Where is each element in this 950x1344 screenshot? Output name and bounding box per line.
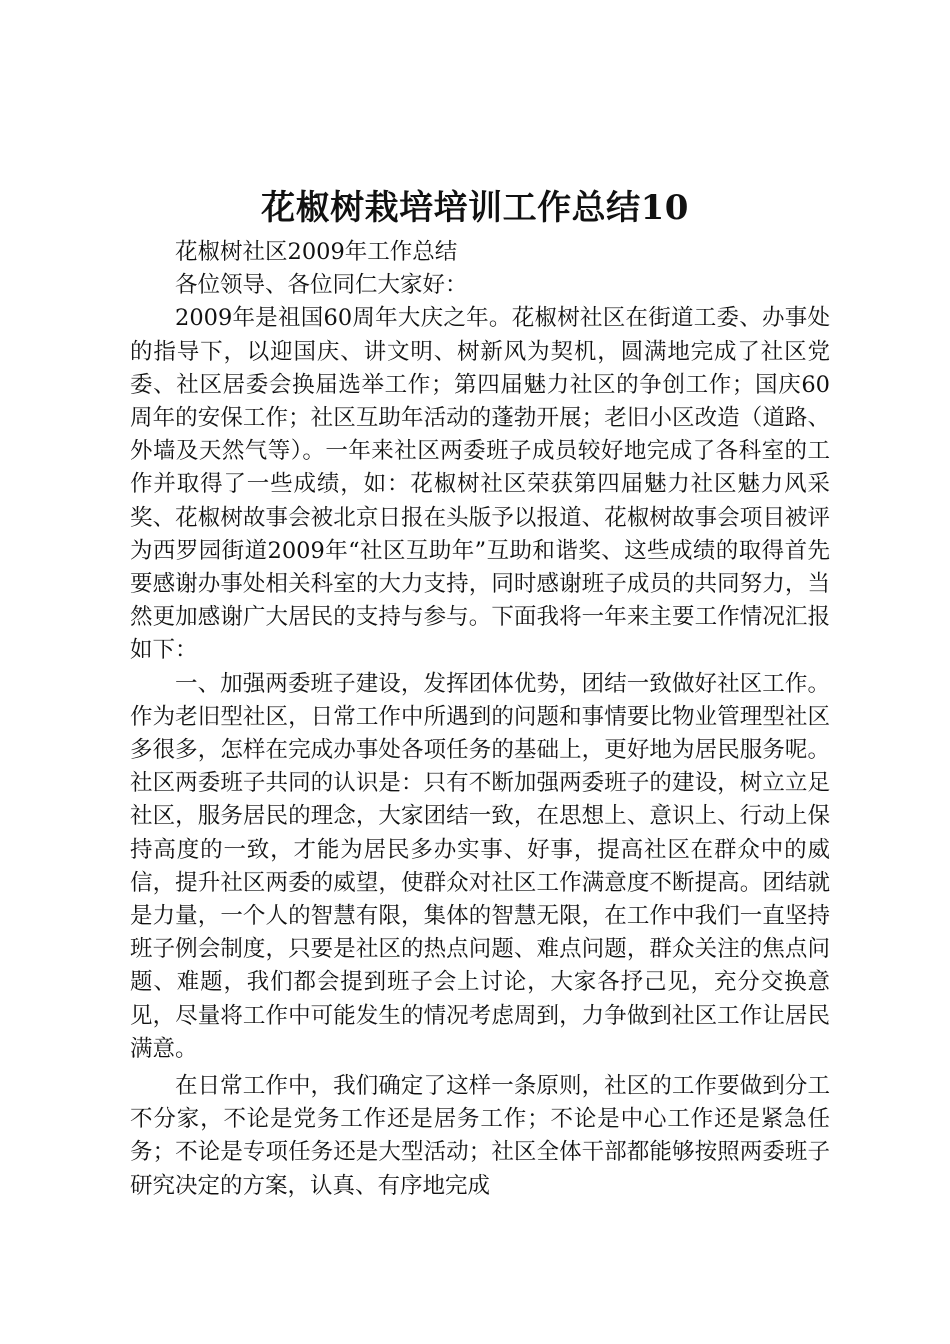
paragraph-daily-work: 在日常工作中，我们确定了这样一条原则，社区的工作要做到分工不分家，不论是党务工作还是居务工作；不论是中心工作还是紧急任务；不论是专项任务还是大型活动；社区全体干部都能够按照两委班子研究决定的方案，认真、有序地完成 xyxy=(130,1073,830,1199)
paragraph-overview: 2009年是祖国60周年大庆之年。花椒树社区在街道工委、办事处的指导下，以迎国庆、讲文明、树新风为契机，圆满地完成了社区党委、社区居委会换届选举工作；第四届魅力社区的争创工作；国庆60周年的安保工作；社区互助年活动的蓬勃开展；老旧小区改造（道路、外墙及天然气等）。一年来社区两委班子成员较好地完成了各科室的工作并取得了一些成绩，如：花椒树社区荣获第四届魅力社区魅力风采奖、花椒树故事会被北京日报在头版予以报道、花椒树故事会项目被评为西罗园街道2009年“社区互助年”互助和谐奖、这些成绩的取得首先要感谢办事处相关科室的大力支持，同时感谢班子成员的共同努力，当然更加感谢广大居民的支持与参与。下面我将一年来主要工作情况汇报如下： xyxy=(130,305,830,664)
document-body xyxy=(130,236,830,1203)
paragraph-subtitle: 花椒树社区2009年工作总结 xyxy=(175,239,458,265)
paragraph-section-one: 一、加强两委班子建设，发挥团体优势，团结一致做好社区工作。作为老旧型社区，日常工作中所遇到的问题和事情要比物业管理型社区多很多，怎样在完成办事处各项任务的基础上，更好地为居民服务呢。社区两委班子共同的认识是：只有不断加强两委班子的建设，树立立足社区，服务居民的理念，大家团结一致，在思想上、意识上、行动上保持高度的一致，才能为居民多办实事、好事，提高社区在群众中的威信，提升社区两委的威望，使群众对社区工作满意度不断提高。团结就是力量，一个人的智慧有限，集体的智慧无限，在工作中我们一直坚持班子例会制度，只要是社区的热点问题、难点问题，群众关注的焦点问题、难题，我们都会提到班子会上讨论，大家各抒己见，充分交换意见，尽量将工作中可能发生的情况考虑周到，力争做到社区工作让居民满意。 xyxy=(130,670,830,1062)
paragraph-greeting: 各位领导、各位同仁大家好： xyxy=(175,272,468,299)
document-title: 花椒树栽培培训工作总结10 xyxy=(261,188,689,228)
